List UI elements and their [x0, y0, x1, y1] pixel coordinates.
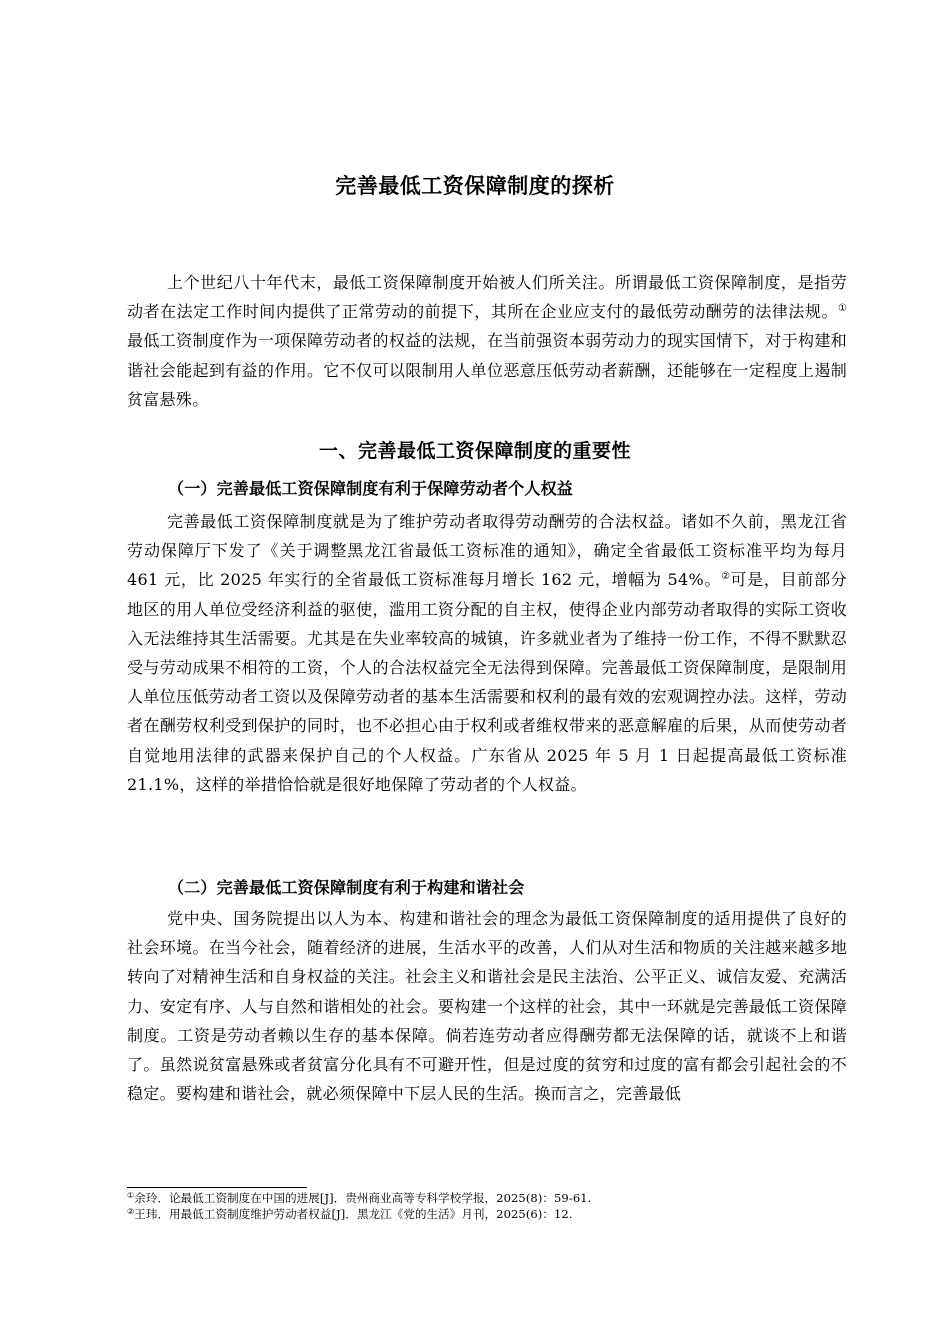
footnote-1-mark: ①	[127, 1191, 135, 1200]
subsection-2-paragraph: 党中央、国务院提出以人为本、构建和谐社会的理念为最低工资保障制度的适用提供了良好的社会环境。在当今社会，随着经济的进展，生活水平的改善，人们从对生活和物质的关注越来越多地转向了对精神生活和自身权益的关注。社会主义和谐社会是民主法治、公平正义、诚信友爱、充满活力、安定有序、人与自然和谐相处的社会。要构建一个这样的社会，其中一环就是完善最低工资保障制度。工资是劳动者赖以生存的基本保障。倘若连劳动者应得酬劳都无法保障的话，就谈不上和谐了。虽然说贫富悬殊或者贫富分化具有不可避开性，但是过度的贫穷和过度的富有都会引起社会的不稳定。要构建和谐社会，就必须保障中下层人民的生活。换而言之，完善最低	[127, 909, 847, 1104]
subsection-1-paragraph	[127, 507, 847, 799]
intro-paragraph	[127, 268, 847, 414]
footnote-2	[127, 1207, 867, 1223]
footnote-ref-1[interactable]: ①	[838, 303, 847, 315]
subsection-heading-2: （二）完善最低工资保障制度有利于构建和谐社会	[168, 878, 525, 897]
intro-text: 上个世纪八十年代末，最低工资保障制度开始被人们所关注。所谓最低工资保障制度，是指劳动者在法定工作时间内提供了正常劳动的前提下，其所在企业应支付的最低劳动酬劳的法律法规。	[127, 273, 847, 322]
footnote-2-mark: ②	[127, 1206, 135, 1216]
footnote-1-text: 余玲．论最低工资制度在中国的进展[J]．贵州商业高等专科学校学报，2025(8)：59-61.	[134, 1191, 592, 1205]
subsection-heading-1: （一）完善最低工资保障制度有利于保障劳动者个人权益	[168, 479, 574, 498]
footnote-divider	[127, 1187, 307, 1188]
footnote-ref-2[interactable]: ②	[721, 571, 731, 583]
footnote-1	[127, 1191, 867, 1207]
intro-text-tail: 最低工资制度作为一项保障劳动者的权益的法规，在当前强资本弱劳动力的现实国情下，对于构建和谐社会能起到有益的作用。它不仅可以限制用人单位恶意压低劳动者薪酬，还能够在一定程度上遏制贫富悬殊。	[127, 331, 847, 409]
footnote-2-text: 王玮．用最低工资制度维护劳动者权益[J]．黑龙江《党的生活》月刊，2025(6)：12.	[134, 1206, 573, 1221]
document-title: 完善最低工资保障制度的探析	[335, 174, 615, 198]
subsection-1-text-a: 完善最低工资保障制度就是为了维护劳动者取得劳动酬劳的合法权益。诸如不久前，黑龙江省劳动保障厅下发了《关于调整黑龙江省最低工资标准的通知》，确定全省最低工资标准平均为每月 461 元，比 2025 年实行的全省最低工资标准每月增长 162 元，增幅为 54%。	[127, 512, 847, 590]
section-heading-1: 一、完善最低工资保障制度的重要性	[318, 440, 631, 462]
footnotes	[127, 1191, 867, 1222]
subsection-1-text-b: 可是，目前部分地区的用人单位受经济利益的驱使，滥用工资分配的自主权，使得企业内部劳动者取得的实际工资收入无法维持其生活需要。尤其是在失业率较高的城镇，许多就业者为了维持一份工作，不得不默默忍受与劳动成果不相符的工资，个人的合法权益完全无法得到保障。完善最低工资保障制度，是限制用人单位压低劳动者工资以及保障劳动者的基本生活需要和权利的最有效的宏观调控办法。这样，劳动者在酬劳权利受到保护的同时，也不必担心由于权利或者维权带来的恶意解雇的后果，从而使劳动者自觉地用法律的武器来保护自己的个人权益。广东省从 2025 年 5 月 1 日起提高最低工资标准 21.1%，这样的举措恰恰就是很好地保障了劳动者的个人权益。	[127, 570, 847, 794]
